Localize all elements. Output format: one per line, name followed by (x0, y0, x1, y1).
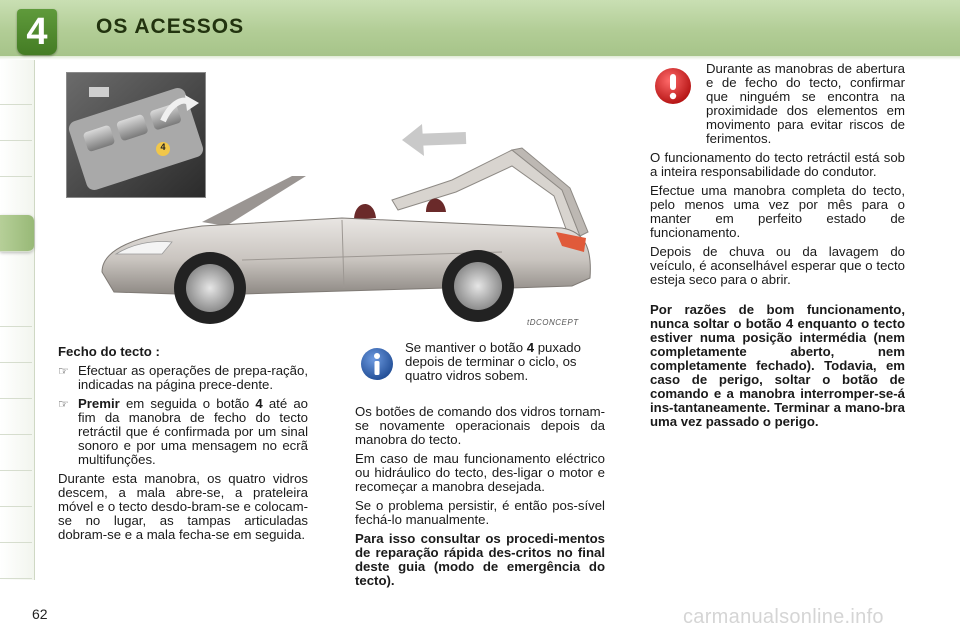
middle-column (355, 405, 605, 593)
bullet-item (58, 364, 308, 392)
left-column (58, 345, 308, 547)
chapter-tab[interactable] (0, 434, 32, 471)
button-number: 4 (526, 340, 535, 355)
bullet-bold-lead: Premir (78, 396, 120, 411)
info-note (405, 341, 605, 383)
chapter-tab[interactable] (0, 506, 32, 543)
paragraph: Efectue uma manobra completa do tecto, pelo menos uma vez por mês para o manter em perfeito estado de funcionamento. (650, 183, 905, 240)
chapter-tab-strip (0, 60, 35, 580)
chapter-tab[interactable] (0, 290, 32, 327)
paragraph: Se o problema persistir, é então pos-sível fechá-lo manualmente. (355, 498, 605, 527)
info-text: Se mantiver o botão (405, 340, 527, 355)
bullet-text: Efectuar as operações de prepa-ração, indicadas na página prece-dente. (78, 363, 308, 392)
section-heading: Fecho do tecto : (58, 344, 160, 359)
page-number: 62 (32, 606, 48, 622)
warning-text: Durante as manobras de abertura e de fecho do tecto, confirmar que ninguém se encontra na proximidade dos elementos em movimento para evitar riscos de ferimentos. (706, 61, 905, 146)
right-column (650, 62, 905, 434)
chapter-tab-active[interactable] (0, 215, 34, 252)
pointing-hand-icon: ☞ (58, 397, 69, 411)
info-text: puxado depois de terminar o ciclo, os quatro vidros sobem. (405, 340, 581, 383)
paragraph: Depois de chuva ou da lavagem do veículo, é aconselhável esperar que o tecto esteja seco para o abrir. (650, 244, 905, 287)
pointing-hand-icon: ☞ (58, 364, 69, 378)
paragraph: Durante esta manobra, os quatro vidros descem, a mala abre-se, a prateleira móvel e o tecto desdo-bram-se e colocam-se no lugar, as tampas articuladas dobram-se e a mala fecha-se em seguida. (58, 471, 308, 542)
chapter-badge: 4 (17, 9, 57, 55)
paragraph: Os botões de comando dos vidros tornam-se novamente operacionais depois da manobra do tecto. (355, 404, 605, 447)
watermark: carmanualsonline.info (683, 606, 884, 628)
chapter-tab[interactable] (0, 104, 32, 141)
info-circle-icon (359, 346, 395, 382)
chapter-tab[interactable] (0, 398, 32, 435)
warning-paragraph (706, 62, 905, 146)
chapter-tab[interactable] (0, 542, 32, 579)
convertible-car-illustration (92, 110, 608, 332)
chapter-tab[interactable] (0, 140, 32, 177)
button-number: 4 (255, 396, 263, 411)
paragraph: O funcionamento do tecto retráctil está sob a inteira responsabilidade do condutor. (650, 150, 905, 179)
chapter-tab[interactable] (0, 470, 32, 507)
chapter-tab[interactable] (0, 68, 32, 105)
paragraph: Em caso de mau funcionamento eléctrico ou hidráulico do tecto, des-ligar o motor e recomeçar a manobra desejada. (355, 451, 605, 494)
chapter-tab[interactable] (0, 326, 32, 363)
bullet-item (58, 397, 308, 467)
chapter-tab[interactable] (0, 362, 32, 399)
bold-warning-paragraph: Por razões de bom funcionamento, nunca soltar o botão 4 enquanto o tecto estiver numa posição intermédia (nem completamente aberto, nem completamente fechado). Todavia, em caso de perigo, soltar o botão de comando e a manobra interromper-se-á ins-tantaneamente. Terminar a mano-bra uma vez passado o perigo. (650, 302, 905, 429)
bullet-text: em seguida o botão (119, 396, 256, 411)
page-title: OS ACESSOS (96, 15, 245, 38)
bold-paragraph: Para isso consultar os procedi-mentos de reparação rápida des-critos no final deste guia (modo de emergência do tecto). (355, 531, 605, 588)
inset-callout-label: 4 (160, 142, 166, 152)
bullet-text: até ao fim da manobra de fecho do tecto retráctil que é confirmada por um sinal sonoro e por uma mensagem no ecrã multifunções. (78, 396, 308, 467)
illustration-credit: tDCONCEPT (527, 318, 579, 327)
